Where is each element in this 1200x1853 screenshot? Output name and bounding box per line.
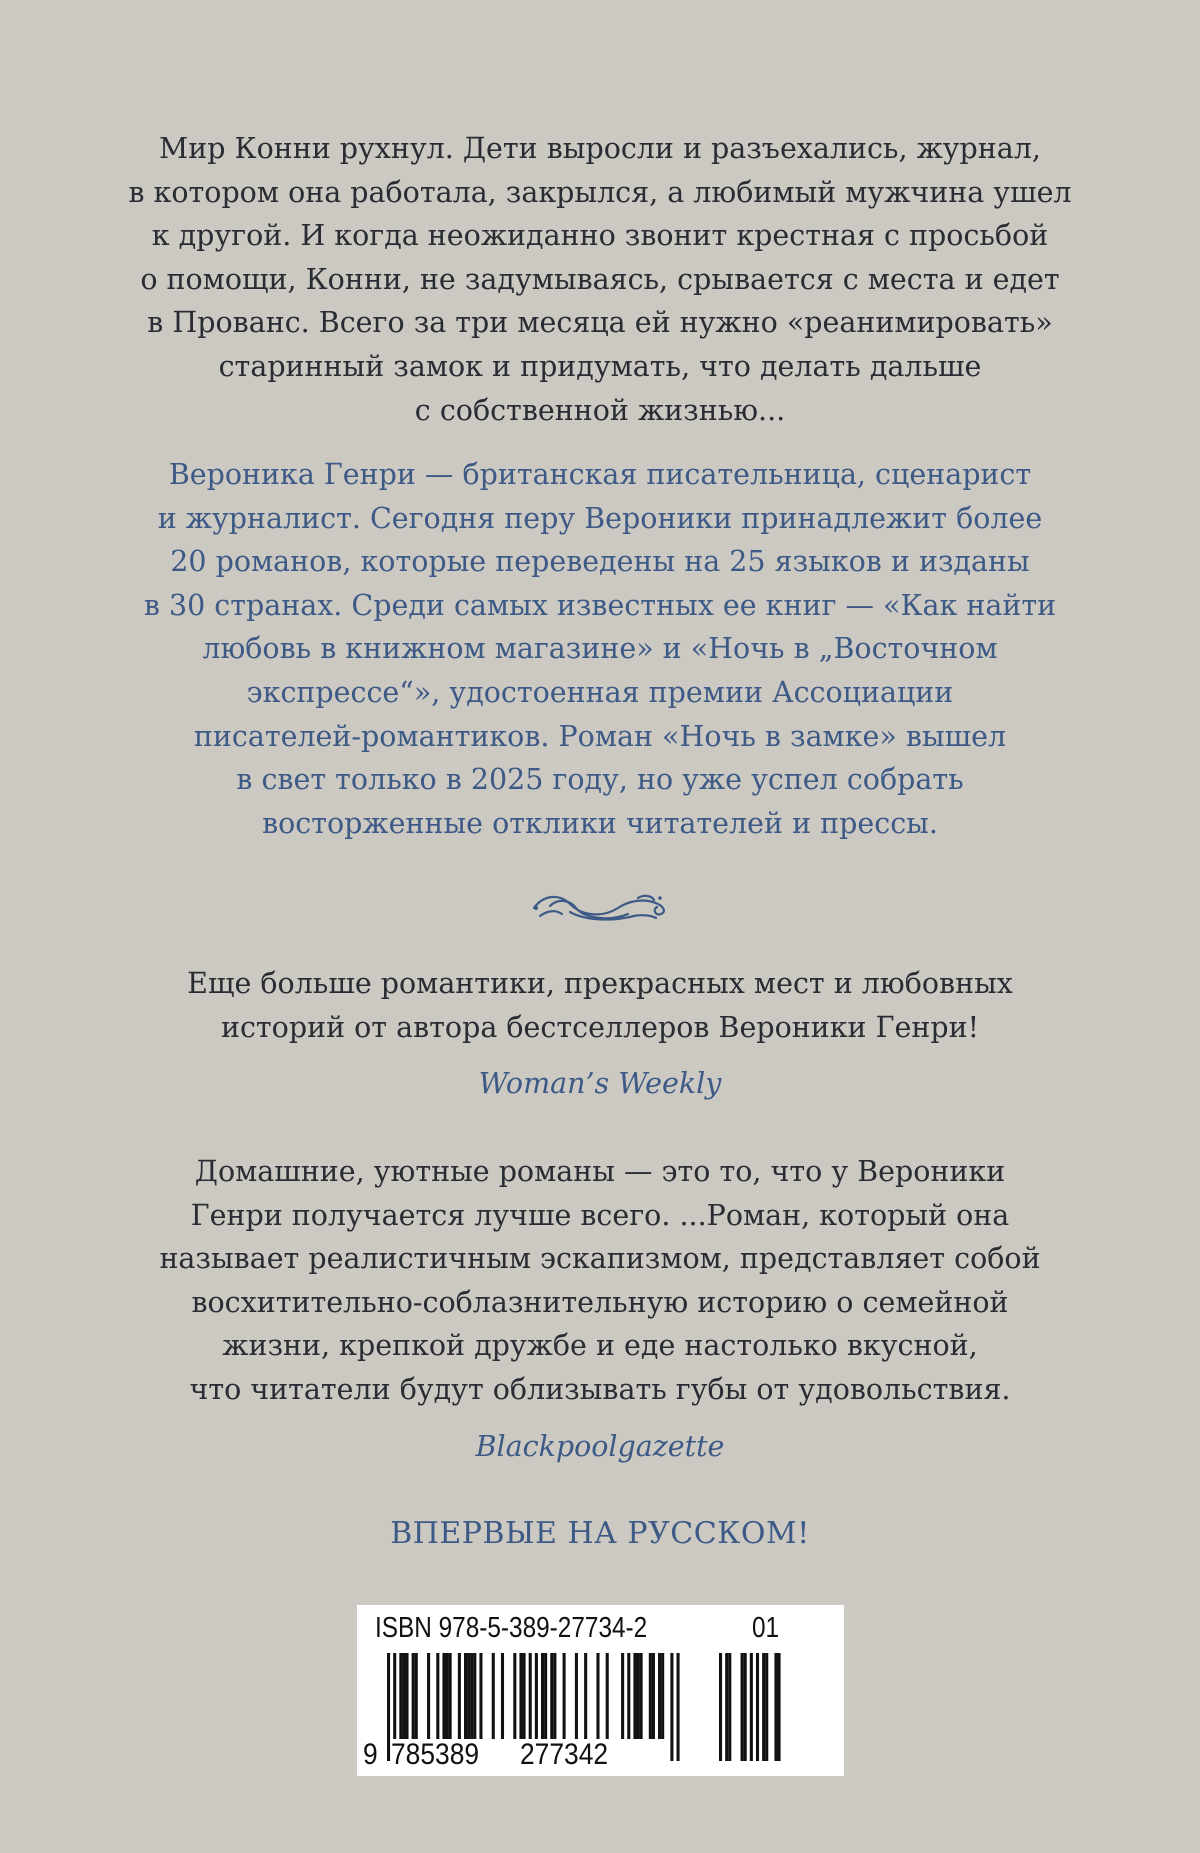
review-line: Домашние, уютные романы — это то, что у Вероники bbox=[194, 1155, 1006, 1188]
barcode-bar bbox=[652, 1653, 655, 1739]
barcode-bar bbox=[513, 1653, 516, 1739]
review-line: что читатели будут облизывать губы от удовольствия. bbox=[189, 1372, 1011, 1406]
barcode-bar bbox=[446, 1653, 449, 1739]
review-line: Генри получается лучше всего. ...Роман, который она bbox=[190, 1198, 1010, 1232]
addon-bar bbox=[750, 1653, 753, 1761]
addon-bar bbox=[774, 1653, 777, 1761]
review-1 bbox=[0, 962, 1200, 1049]
barcode-bar bbox=[649, 1653, 652, 1739]
bio-line: и журналист. Сегодня перу Вероники принадлежит более bbox=[157, 501, 1043, 535]
barcode-bar bbox=[467, 1653, 470, 1739]
isbn-addon: 01 bbox=[752, 1612, 780, 1644]
review-line: историй от автора бестселлеров Вероники Генри! bbox=[220, 1010, 980, 1044]
review-2-source: Blackpoolgazette bbox=[475, 1430, 725, 1463]
addon-bar bbox=[756, 1653, 759, 1761]
barcode-bar bbox=[661, 1653, 664, 1739]
barcode-bar bbox=[449, 1653, 452, 1739]
review-line: называет реалистичным эскапизмом, представляет собой bbox=[159, 1242, 1041, 1276]
synopsis bbox=[0, 127, 1200, 432]
review-line: восхитительно-соблазнительную историю о семейной bbox=[191, 1285, 1009, 1319]
bio-line: 20 романов, которые переведены на 25 языков и изданы bbox=[170, 545, 1030, 579]
synopsis-line: в Прованс. Всего за три месяца ей нужно «реанимировать» bbox=[147, 306, 1053, 340]
barcode-bar bbox=[633, 1653, 636, 1739]
barcode-bar bbox=[402, 1653, 405, 1739]
addon-bar bbox=[725, 1653, 728, 1761]
barcode-bar bbox=[523, 1653, 526, 1739]
addon-bar bbox=[778, 1653, 781, 1761]
barcode-bar bbox=[544, 1653, 547, 1739]
first-in-russian-tagline: ВПЕРВЫЕ НА РУССКОМ! bbox=[390, 1516, 810, 1551]
barcode-bar bbox=[464, 1653, 467, 1739]
bio-line: писателей-романтиков. Роман «Ночь в замке» вышел bbox=[193, 719, 1007, 753]
flourish-divider-icon bbox=[530, 886, 670, 926]
barcode-bar bbox=[640, 1653, 643, 1739]
barcode-bar bbox=[627, 1653, 630, 1739]
bio-line: в 30 странах. Среди самых известных ее книг — «Как найти bbox=[143, 588, 1057, 622]
barcode-bar bbox=[415, 1653, 418, 1739]
barcode-first-digit: 9 bbox=[363, 1738, 378, 1771]
barcode-left-group: 785389 bbox=[391, 1738, 480, 1771]
barcode-bar bbox=[473, 1653, 476, 1739]
bio-line: любовь в книжном магазине» и «Ночь в „Восточном bbox=[202, 632, 998, 666]
review-2 bbox=[0, 1150, 1200, 1412]
synopsis-line: в котором она работала, закрылся, а любимый мужчина ушел bbox=[128, 175, 1072, 209]
barcode-bar bbox=[405, 1653, 408, 1739]
barcode-bar bbox=[596, 1653, 599, 1739]
addon-bar bbox=[765, 1653, 768, 1761]
barcode-bar bbox=[436, 1653, 439, 1739]
author-bio bbox=[0, 453, 1200, 845]
addon-bar bbox=[741, 1653, 744, 1761]
barcode-bar bbox=[677, 1653, 680, 1761]
barcode-bar bbox=[387, 1653, 390, 1761]
barcode-bar bbox=[658, 1653, 661, 1739]
barcode-bar bbox=[501, 1653, 504, 1739]
barcode-bar bbox=[541, 1653, 544, 1739]
bio-line: восторженные отклики читателей и прессы. bbox=[262, 806, 938, 840]
bio-line: экспрессе“», удостоенная премии Ассоциации bbox=[246, 675, 954, 709]
barcode-bar bbox=[575, 1653, 578, 1739]
synopsis-line: с собственной жизнью... bbox=[414, 393, 786, 427]
bio-line: Вероника Генри — британская писательница, сценарист bbox=[168, 458, 1032, 491]
barcode-right-group: 277342 bbox=[520, 1738, 609, 1771]
barcode-bar bbox=[670, 1653, 673, 1761]
barcode-bar bbox=[563, 1653, 566, 1739]
barcode-bar bbox=[427, 1653, 430, 1739]
barcode-bar bbox=[412, 1653, 415, 1739]
barcode-bar bbox=[492, 1653, 495, 1739]
synopsis-line: к другой. И когда неожиданно звонит крестная с просьбой bbox=[151, 219, 1049, 253]
isbn-number: ISBN 978-5-389-27734-2 bbox=[375, 1612, 648, 1644]
barcode-bar bbox=[584, 1653, 587, 1739]
barcode-bar bbox=[636, 1653, 639, 1739]
isbn-barcode bbox=[357, 1605, 844, 1776]
barcode-bar bbox=[399, 1653, 402, 1739]
barcode-bar bbox=[479, 1653, 482, 1739]
review-line: жизни, крепкой дружбе и еде настолько вкусной, bbox=[222, 1329, 978, 1363]
barcode-bar bbox=[621, 1653, 624, 1739]
barcode-bar bbox=[553, 1653, 556, 1739]
barcode-bar bbox=[458, 1653, 461, 1739]
addon-bar bbox=[719, 1653, 722, 1761]
barcode-bar bbox=[470, 1653, 473, 1739]
synopsis-line: о помощи, Конни, не задумываясь, срывается с места и едет bbox=[140, 262, 1060, 296]
synopsis-line: старинный замок и придумать, что делать дальше bbox=[218, 349, 982, 383]
barcode-bar bbox=[442, 1653, 445, 1739]
review-1-source: Woman’s Weekly bbox=[478, 1067, 722, 1100]
addon-bar bbox=[762, 1653, 765, 1761]
synopsis-line: Мир Конни рухнул. Дети выросли и разъехались, журнал, bbox=[159, 132, 1041, 165]
barcode-bar bbox=[606, 1653, 609, 1739]
barcode-bar bbox=[519, 1653, 522, 1739]
addon-bar bbox=[744, 1653, 747, 1761]
barcode-bar bbox=[550, 1653, 553, 1739]
review-line: Еще больше романтики, прекрасных мест и любовных bbox=[187, 967, 1013, 1000]
bio-line: в свет только в 2025 году, но уже успел собрать bbox=[236, 763, 964, 797]
addon-bar bbox=[728, 1653, 731, 1761]
